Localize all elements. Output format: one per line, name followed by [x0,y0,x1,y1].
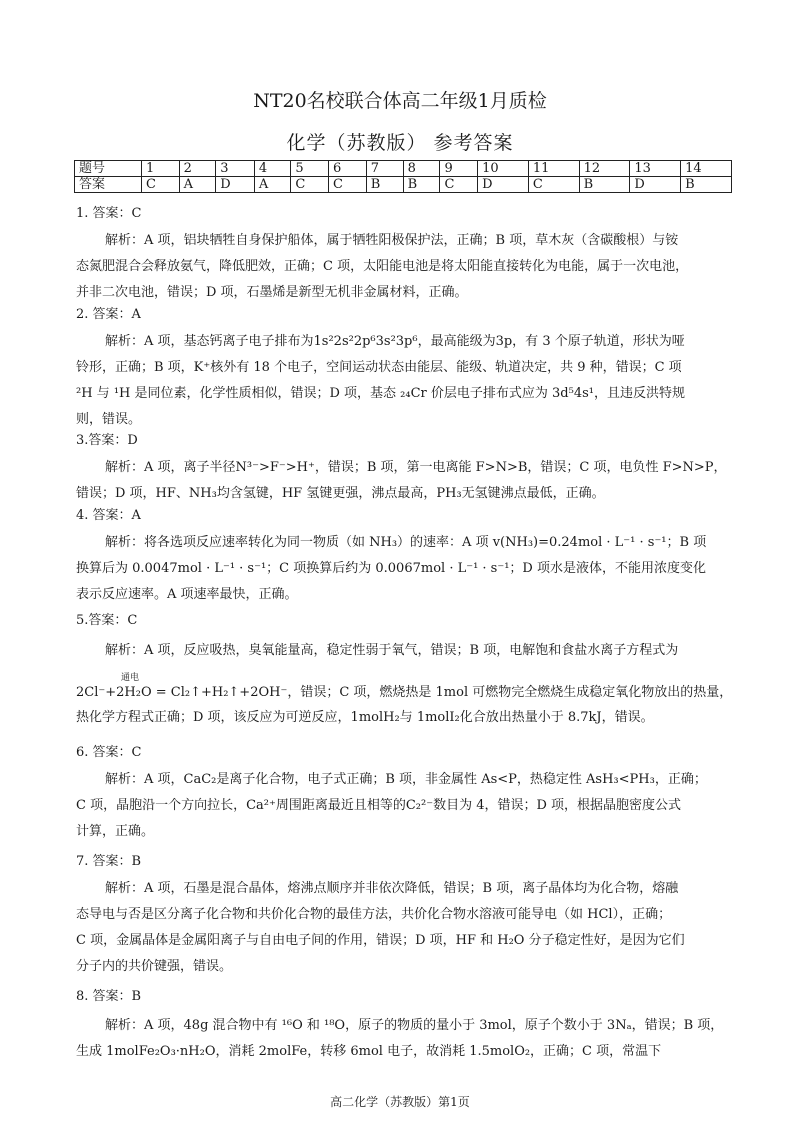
question-6-answer: 6. 答案：C [76,745,142,760]
number-cell: 8 [403,161,440,177]
answer-cell: C [142,177,180,193]
number-cell: 6 [329,161,367,177]
number-cell: 1 [142,161,180,177]
row-label-number: 题号 [75,161,142,177]
question-2-answer: 2. 答案：A [76,307,141,322]
number-cell: 5 [291,161,329,177]
document-title: NT20名校联合体高二年级1月质检 [253,90,547,112]
explanation-line: 解析：A 项，CaC₂是离子化合物，电子式正确；B 项，非金属性 As<P，热稳定性 AsH₃<PH₃，正确； [105,772,707,787]
question-7-answer: 7. 答案：B [76,854,142,869]
explanation-line: 错误；D 项，HF、NH₃均含氢键，HF 氢键更强，沸点最高，PH₃无氢键沸点最低，正确。 [76,486,605,501]
answer-cell: A [179,177,216,193]
question-4-answer: 4. 答案：A [76,508,141,523]
row-label-answer: 答案 [75,177,142,193]
explanation-line: 并非二次电池，错误；D 项，石墨烯是新型无机非金属材料，正确。 [76,285,468,300]
explanation-line: 则，错误。 [76,412,142,427]
number-cell: 10 [478,161,529,177]
explanation-line: 态导电与否是区分离子化合物和共价化合物的最佳方法，共价化合物水溶液可能导电（如 HCl），正确； [76,907,672,922]
number-cell: 12 [579,161,630,177]
explanation-line: 解析：A 项，基态钙离子电子排布为1s²2s²2p⁶3s²3p⁶，最高能级为3p，有 3 个原子轨道，形状为哑 [105,334,685,349]
number-cell: 7 [366,161,403,177]
question-3-answer: 3.答案：D [76,433,138,448]
question-2-explanation [76,329,752,433]
answer-cell: B [403,177,440,193]
electrolysis-condition-label: 通电 [121,673,140,683]
question-1-answer: 1. 答案：C [76,206,142,221]
question-4-explanation [76,530,752,608]
explanation-line: ²H 与 ¹H 是同位素，化学性质相似，错误；D 项，基态 ₂₄Cr 价层电子排布式应为 3d⁵4s¹，且违反洪特规 [76,386,685,401]
explanation-line: 生成 1molFe₂O₃·nH₂O，消耗 2molFe，转移 6mol 电子，故消耗 1.5molO₂，正确；C 项，常温下 [76,1044,662,1059]
explanation-line: 态氮肥混合会释放氨气，降低肥效，正确；C 项，太阳能电池是将太阳能直接转化为电能，属于一次电池， [76,259,689,274]
explanation-line: 分子内的共价键强，错误。 [76,959,233,974]
answer-cell: D [216,177,255,193]
explanation-line: 表示反应速率。A 项速率最快，正确。 [76,587,298,602]
answer-cell: A [254,177,291,193]
answer-table [74,160,732,193]
explanation-line: 解析：A 项，48g 混合物中有 ¹⁶O 和 ¹⁸O，原子的物质的量小于 3mol，原子个数小于 3Nₐ，错误；B 项， [105,1018,724,1033]
answer-table-answer-row [75,177,732,193]
answer-cell: C [528,177,579,193]
explanation-line: 解析：A 项，反应吸热，臭氧能量高，稳定性弱于氧气，错误；B 项，电解饱和食盐水离子方程式为 [105,643,679,658]
answer-cell: D [630,177,681,193]
answer-cell: B [366,177,403,193]
explanation-line: 计算，正确。 [76,824,155,839]
question-3-explanation [76,455,752,507]
question-8-explanation [76,1013,752,1065]
explanation-line: 解析：A 项，铝块牺牲自身保护船体，属于牺牲阳极保护法，正确；B 项，草木灰（含碳酸根）与铵 [105,233,679,248]
explanation-line: 解析：将各选项反应速率转化为同一物质（如 NH₃）的速率：A 项 v(NH₃)=0.24mol · L⁻¹ · s⁻¹；B 项 [105,535,707,550]
question-1-explanation [76,228,752,306]
question-8-answer: 8. 答案：B [76,989,142,1004]
explanation-line: 换算后为 0.0047mol · L⁻¹ · s⁻¹；C 项换算后约为 0.0067mol · L⁻¹ · s⁻¹；D 项水是液体，不能用浓度变化 [76,561,706,576]
question-5-answer: 5.答案：C [76,613,138,628]
explanation-line: 解析：A 项，离子半径N³⁻>F⁻>H⁺，错误；B 项，第一电离能 F>N>B，错误；C 项，电负性 F>N>P， [105,460,727,475]
electrolysis-equation-line: 2Cl⁻+2H₂O = Cl₂↑+H₂↑+2OH⁻，错误；C 项，燃烧热是 1mol 可燃物完全燃烧生成稳定氧化物放出的热量， [76,685,733,700]
answer-cell: B [681,177,732,193]
page-footer: 高二化学（苏教版）第1页 [330,1095,470,1109]
explanation-line: 热化学方程式正确；D 项，该反应为可逆反应，1molH₂与 1molI₂化合放出热量小于 8.7kJ，错误。 [76,710,654,725]
number-cell: 2 [179,161,216,177]
number-cell: 11 [528,161,579,177]
answer-cell: C [291,177,329,193]
number-cell: 14 [681,161,732,177]
question-5-explanation [76,638,752,664]
number-cell: 4 [254,161,291,177]
number-cell: 3 [216,161,255,177]
explanation-line: C 项，金属晶体是金属阳离子与自由电子间的作用，错误；D 项，HF 和 H₂O 分子稳定性好，是因为它们 [76,933,685,948]
answer-cell: B [579,177,630,193]
answer-cell: D [478,177,529,193]
number-cell: 9 [440,161,478,177]
explanation-line: 铃形，正确；B 项，K⁺核外有 18 个电子，空间运动状态由能层、能级、轨道决定，共 9 种，错误；C 项 [76,360,682,375]
document-subtitle: 化学（苏教版） 参考答案 [286,132,514,154]
answer-table-number-row [75,161,732,177]
answer-cell: C [329,177,367,193]
number-cell: 13 [630,161,681,177]
question-7-explanation [76,876,752,980]
explanation-line: C 项，晶胞沿一个方向拉长，Ca²⁺周围距离最近且相等的C₂²⁻数目为 4，错误；D 项，根据晶胞密度公式 [76,798,682,813]
explanation-line: 解析：A 项，石墨是混合晶体，熔沸点顺序并非依次降低，错误；B 项，离子晶体均为化合物，熔融 [105,881,679,896]
answer-cell: C [440,177,478,193]
question-6-explanation [76,767,752,845]
